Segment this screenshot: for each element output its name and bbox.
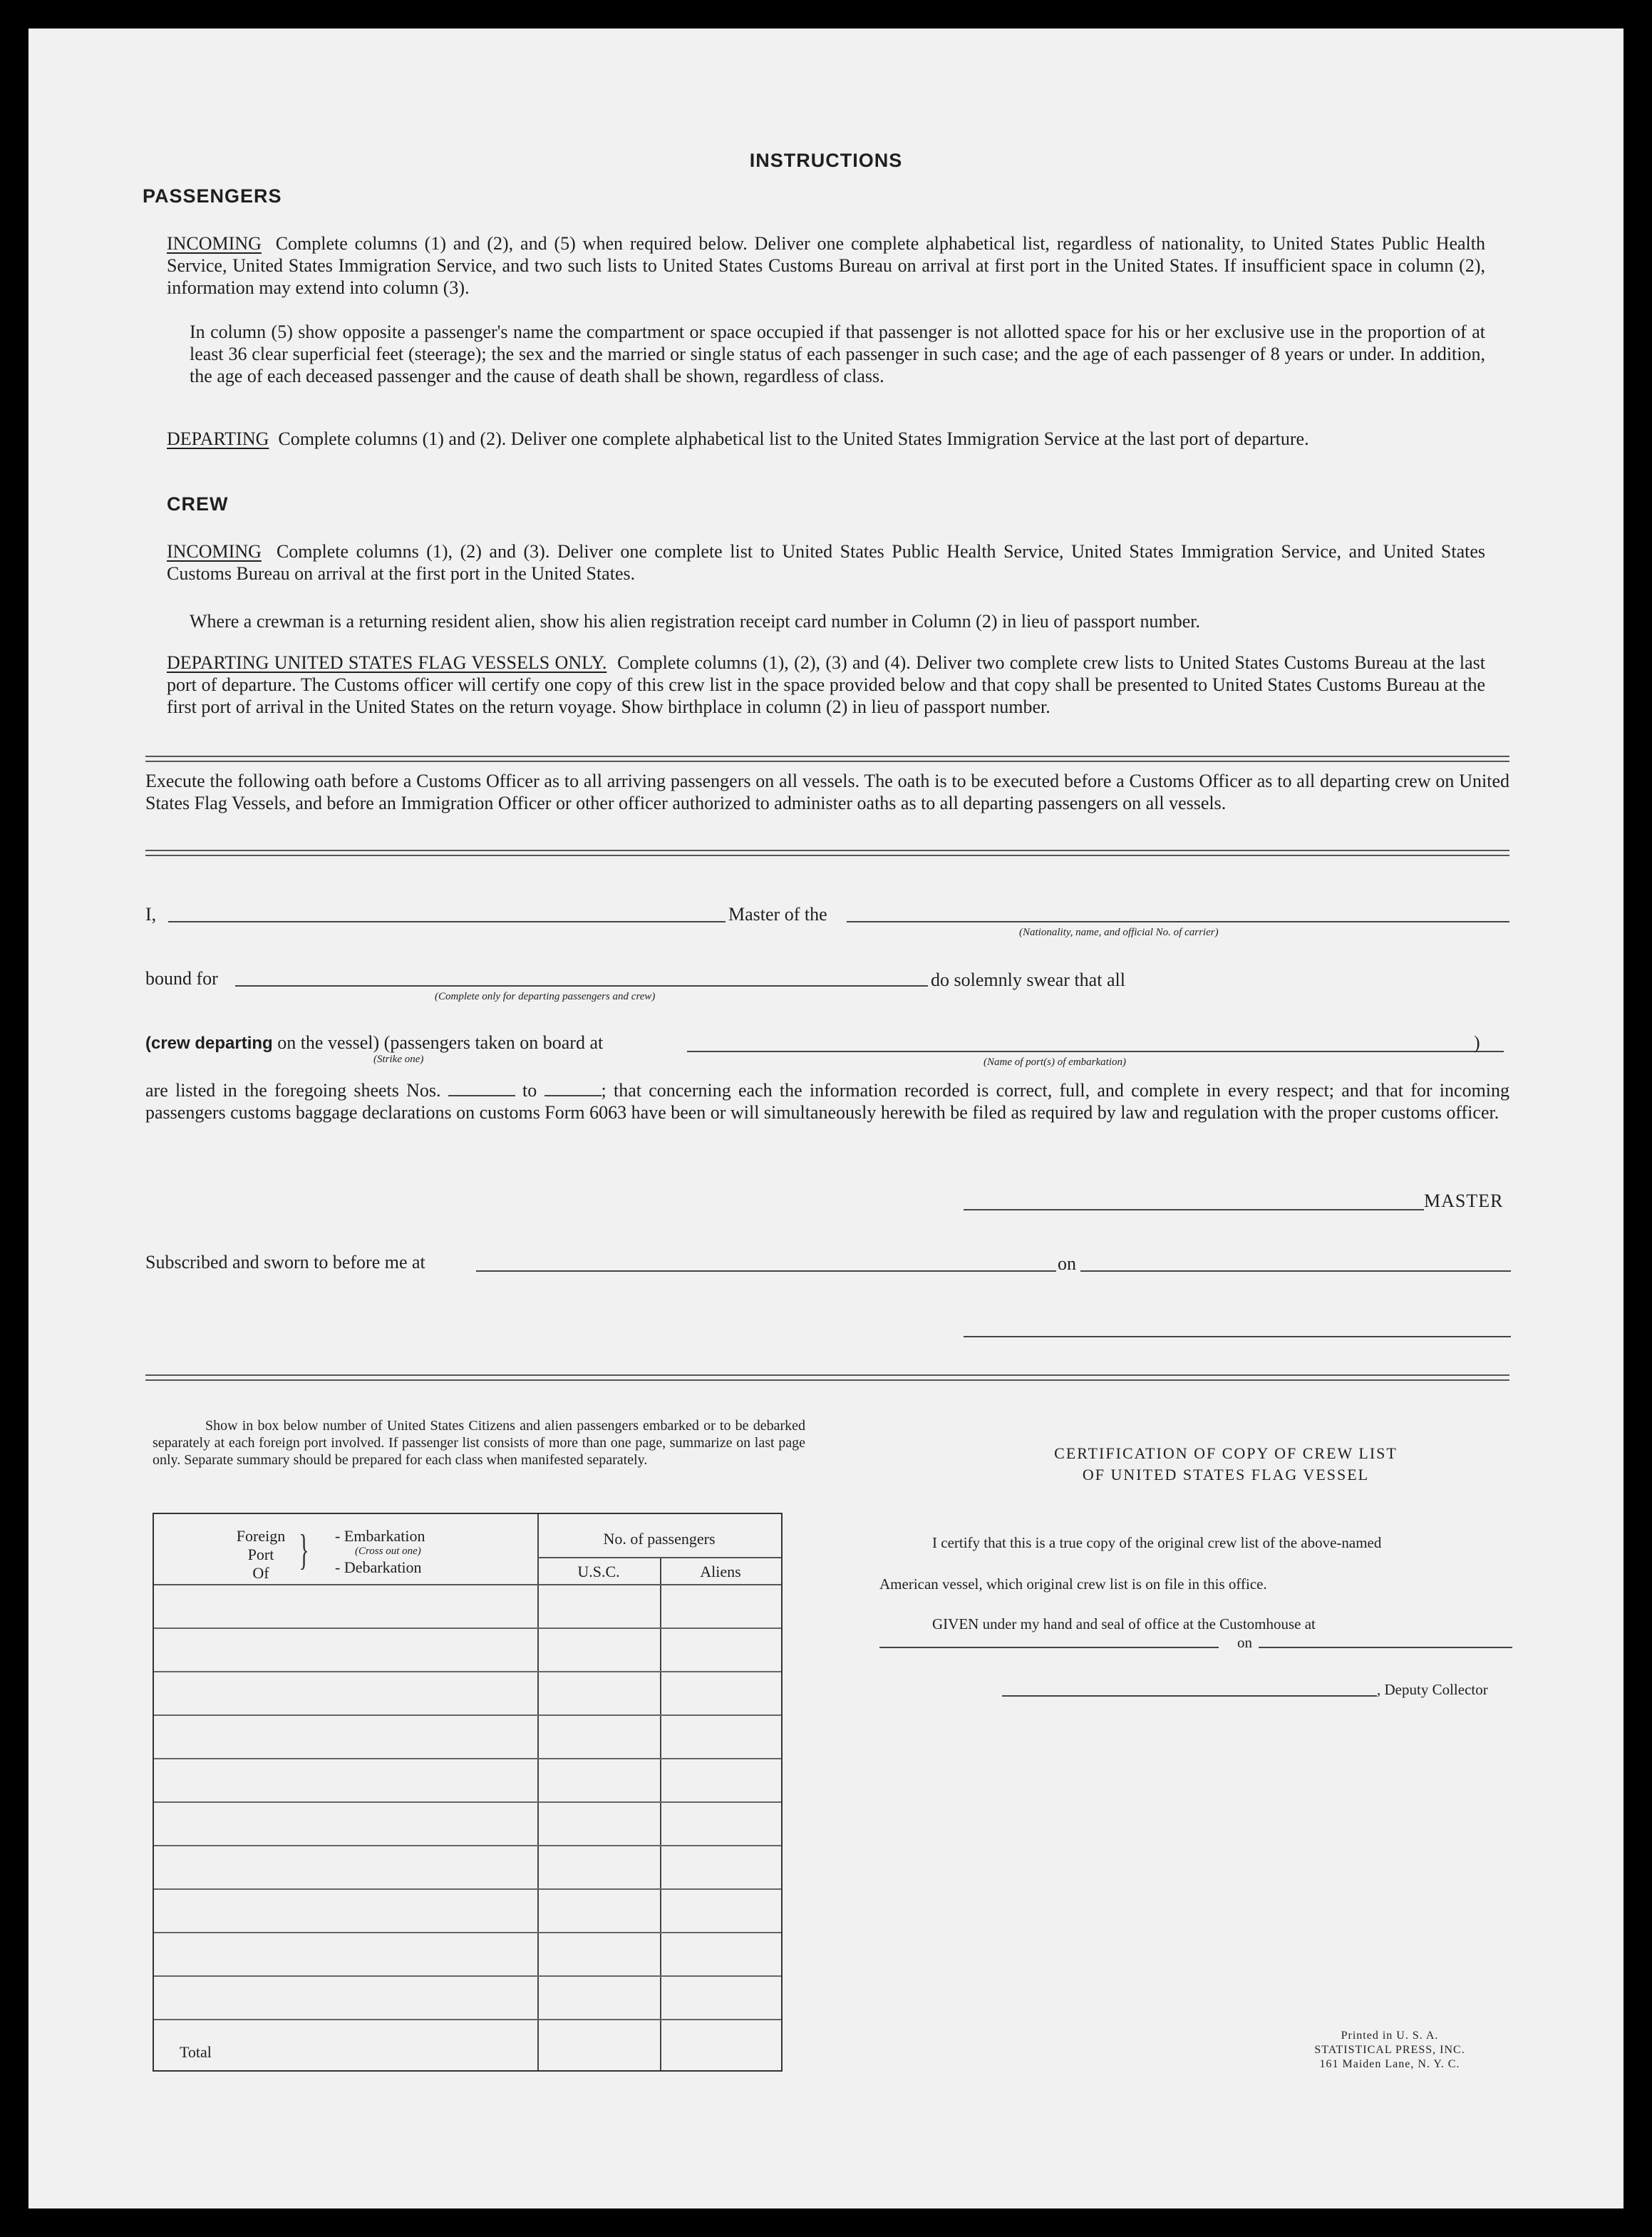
sworn-on-label: on xyxy=(1058,1253,1076,1274)
summary-table xyxy=(153,1513,783,2072)
subscribed-label: Subscribed and sworn to before me at xyxy=(145,1252,425,1272)
crew-incoming-label: INCOMING xyxy=(167,541,262,562)
foreign-port-line3: Of xyxy=(252,1564,269,1582)
crew-departing-label: DEPARTING UNITED STATES FLAG VESSELS ONLY. xyxy=(167,652,607,673)
divider xyxy=(145,850,1509,856)
officer-signature-field[interactable] xyxy=(964,1336,1511,1337)
table-row[interactable] xyxy=(154,1888,781,1890)
certify-on-label: on xyxy=(1237,1634,1252,1651)
on-the-vessel: on the vessel) xyxy=(277,1032,380,1053)
deputy-signature-field[interactable] xyxy=(1002,1695,1377,1697)
foreign-port-line1: Foreign xyxy=(236,1527,286,1545)
divider xyxy=(145,756,1509,762)
certify-line1: I certify that this is a true copy of the original crew list of the above-named xyxy=(932,1534,1382,1551)
table-header-bottom xyxy=(154,1584,781,1585)
sheet-to-field[interactable] xyxy=(544,1081,602,1096)
total-label: Total xyxy=(180,2043,212,2061)
carrier-hint: (Nationality, name, and official No. of carrier) xyxy=(1019,927,1219,938)
printer-line3: 161 Maiden Lane, N. Y. C. xyxy=(1319,2058,1460,2070)
certification-title xyxy=(869,1443,1582,1486)
sworn-date-field[interactable] xyxy=(1080,1270,1511,1272)
master-signature-field[interactable] xyxy=(964,1209,1424,1210)
passengers-incoming-label: INCOMING xyxy=(167,233,262,254)
table-row[interactable] xyxy=(154,1975,781,1977)
crew-passenger-choice xyxy=(145,1032,603,1054)
table-row[interactable] xyxy=(154,1627,781,1629)
instructions-title: INSTRUCTIONS xyxy=(749,150,903,171)
crew-resident-paragraph: Where a crewman is a returning resident alien, show his alien registration receipt card number in Column (2) in lieu of passport number. xyxy=(190,611,1201,632)
table-column-divider xyxy=(660,1558,661,2070)
passengers-column5-paragraph: In column (5) show opposite a passenger's name the compartment or space occupied if that passenger is not allotted space for his or her exclusive use in the proportion of at least 36 clear superficial feet (steerage); the sex and the married or single status of each passenger in such case; and the age of each passenger of 8 years or under. In addition, the age of each deceased passenger and the cause of death shall be shown, regardless of class. xyxy=(190,322,1485,386)
table-row[interactable] xyxy=(154,1758,781,1759)
to-label: to xyxy=(522,1080,537,1101)
table-row[interactable] xyxy=(154,1845,781,1846)
table-header-divider xyxy=(537,1557,781,1558)
certify-date-field[interactable] xyxy=(1259,1647,1512,1648)
passengers-heading: PASSENGERS xyxy=(143,185,282,207)
passengers-departing-label: DEPARTING xyxy=(167,428,269,449)
ports-field[interactable] xyxy=(687,1051,1504,1052)
listed-suffix: ; that concerning each the information recorded is correct, full, and complete in every respect; and that for incoming passengers customs baggage declarations on customs Form 6063 have been or will simultaneously herewith be filed as required by law and regulation with the proper customs officer. xyxy=(145,1080,1510,1123)
table-row[interactable] xyxy=(154,1801,781,1803)
table-column-divider xyxy=(537,1514,539,2070)
passengers-incoming-paragraph xyxy=(167,232,1485,299)
crew-departing-choice[interactable]: (crew departing xyxy=(145,1034,273,1053)
table-row[interactable] xyxy=(154,1714,781,1716)
table-row[interactable] xyxy=(154,2019,781,2020)
certify-line2: American vessel, which original crew list is on file in this office. xyxy=(879,1575,1267,1593)
master-label: MASTER xyxy=(1424,1191,1504,1211)
table-row[interactable] xyxy=(154,1671,781,1672)
summary-instructions: Show in box below number of United States Citizens and alien passengers embarked or to be debarked separately at each foreign port involved. If passenger list consists of more than one page, summarize on last page only. Separate summary should be prepared for each class when manifested separately. xyxy=(153,1418,805,1468)
printer-imprint xyxy=(1283,2029,1497,2072)
crew-incoming-text: Complete columns (1), (2) and (3). Deliver one complete list to United States Public Health Service, United States Immigration Service, and United States Customs Bureau on arrival at the first port in the United States. xyxy=(167,541,1486,584)
usc-header: U.S.C. xyxy=(577,1563,620,1580)
strike-one-hint: (Strike one) xyxy=(373,1054,424,1065)
foreign-port-header xyxy=(232,1527,289,1583)
debarkation-label[interactable]: - Debarkation xyxy=(335,1558,422,1576)
embarkation-label[interactable]: - Embarkation xyxy=(335,1527,425,1545)
deputy-collector-label: , Deputy Collector xyxy=(1377,1681,1488,1698)
table-row[interactable] xyxy=(154,1932,781,1933)
certification-title-line2: OF UNITED STATES FLAG VESSEL xyxy=(1082,1466,1370,1483)
swear-label: do solemnly swear that all xyxy=(931,970,1125,990)
carrier-field[interactable] xyxy=(847,921,1509,922)
crew-heading: CREW xyxy=(167,493,229,515)
ports-hint: (Name of port(s) of embarkation) xyxy=(984,1056,1126,1068)
sheet-from-field[interactable] xyxy=(448,1081,515,1096)
passengers-taken-choice[interactable]: (passengers taken on board at xyxy=(383,1032,604,1053)
aliens-header: Aliens xyxy=(700,1563,741,1580)
passengers-departing-text: Complete columns (1) and (2). Deliver one complete alphabetical list to the United States Immigration Service at the last port of departure. xyxy=(278,428,1309,449)
master-of-label: Master of the xyxy=(728,904,827,925)
bound-for-field[interactable] xyxy=(235,985,928,987)
master-name-field[interactable] xyxy=(168,921,726,922)
given-line: GIVEN under my hand and seal of office at the Customhouse at xyxy=(932,1615,1316,1632)
oath-i-label: I, xyxy=(145,904,157,925)
certification-title-line1: CERTIFICATION OF COPY OF CREW LIST xyxy=(1054,1444,1398,1462)
brace-icon: } xyxy=(299,1526,309,1573)
printer-line1: Printed in U. S. A. xyxy=(1341,2030,1439,2042)
foreign-port-line2: Port xyxy=(247,1546,274,1563)
printer-line2: STATISTICAL PRESS, INC. xyxy=(1314,2044,1465,2056)
sworn-at-field[interactable] xyxy=(476,1270,1056,1272)
listed-prefix: are listed in the foregoing sheets Nos. xyxy=(145,1080,441,1101)
customhouse-field[interactable] xyxy=(879,1647,1219,1648)
no-passengers-header: No. of passengers xyxy=(603,1530,716,1548)
passengers-incoming-text: Complete columns (1) and (2), and (5) when required below. Deliver one complete alphabetical list, regardless of nationality, to United States Public Health Service, United States Immigration Service, and two such lists to United States Customs Bureau on arrival at first port in the United States. If insufficient space in column (2), information may extend into column (3). xyxy=(167,233,1485,298)
listed-paragraph xyxy=(145,1079,1509,1123)
oath-intro: Execute the following oath before a Customs Officer as to all arriving passengers on all vessels. The oath is to be executed before a Customs Officer as to all departing crew on United States Flag Vessels, and before an Immigration Officer or other officer authorized to administer oaths as to all departing passengers on all vessels. xyxy=(145,771,1509,813)
bound-for-label: bound for xyxy=(145,968,218,989)
crew-incoming-paragraph xyxy=(167,540,1485,585)
divider xyxy=(145,1374,1509,1381)
crew-departing-text: Complete columns (1), (2), (3) and (4). Deliver two complete crew lists to United States Customs Bureau at the last port of departure. The Customs officer will certify one copy of this crew list in the space provided below and that copy shall be presented to United States Customs Bureau at the first port of arrival in the United States on the return voyage. Show birthplace in column (2) in lieu of passport number. xyxy=(167,652,1486,717)
form-sheet xyxy=(29,29,1623,2208)
bound-for-hint: (Complete only for departing passengers and crew) xyxy=(435,991,656,1002)
close-paren: ) xyxy=(1474,1032,1480,1053)
cross-out-hint: (Cross out one) xyxy=(355,1546,421,1557)
crew-departing-paragraph xyxy=(167,652,1485,718)
passengers-departing-paragraph xyxy=(167,428,1485,450)
